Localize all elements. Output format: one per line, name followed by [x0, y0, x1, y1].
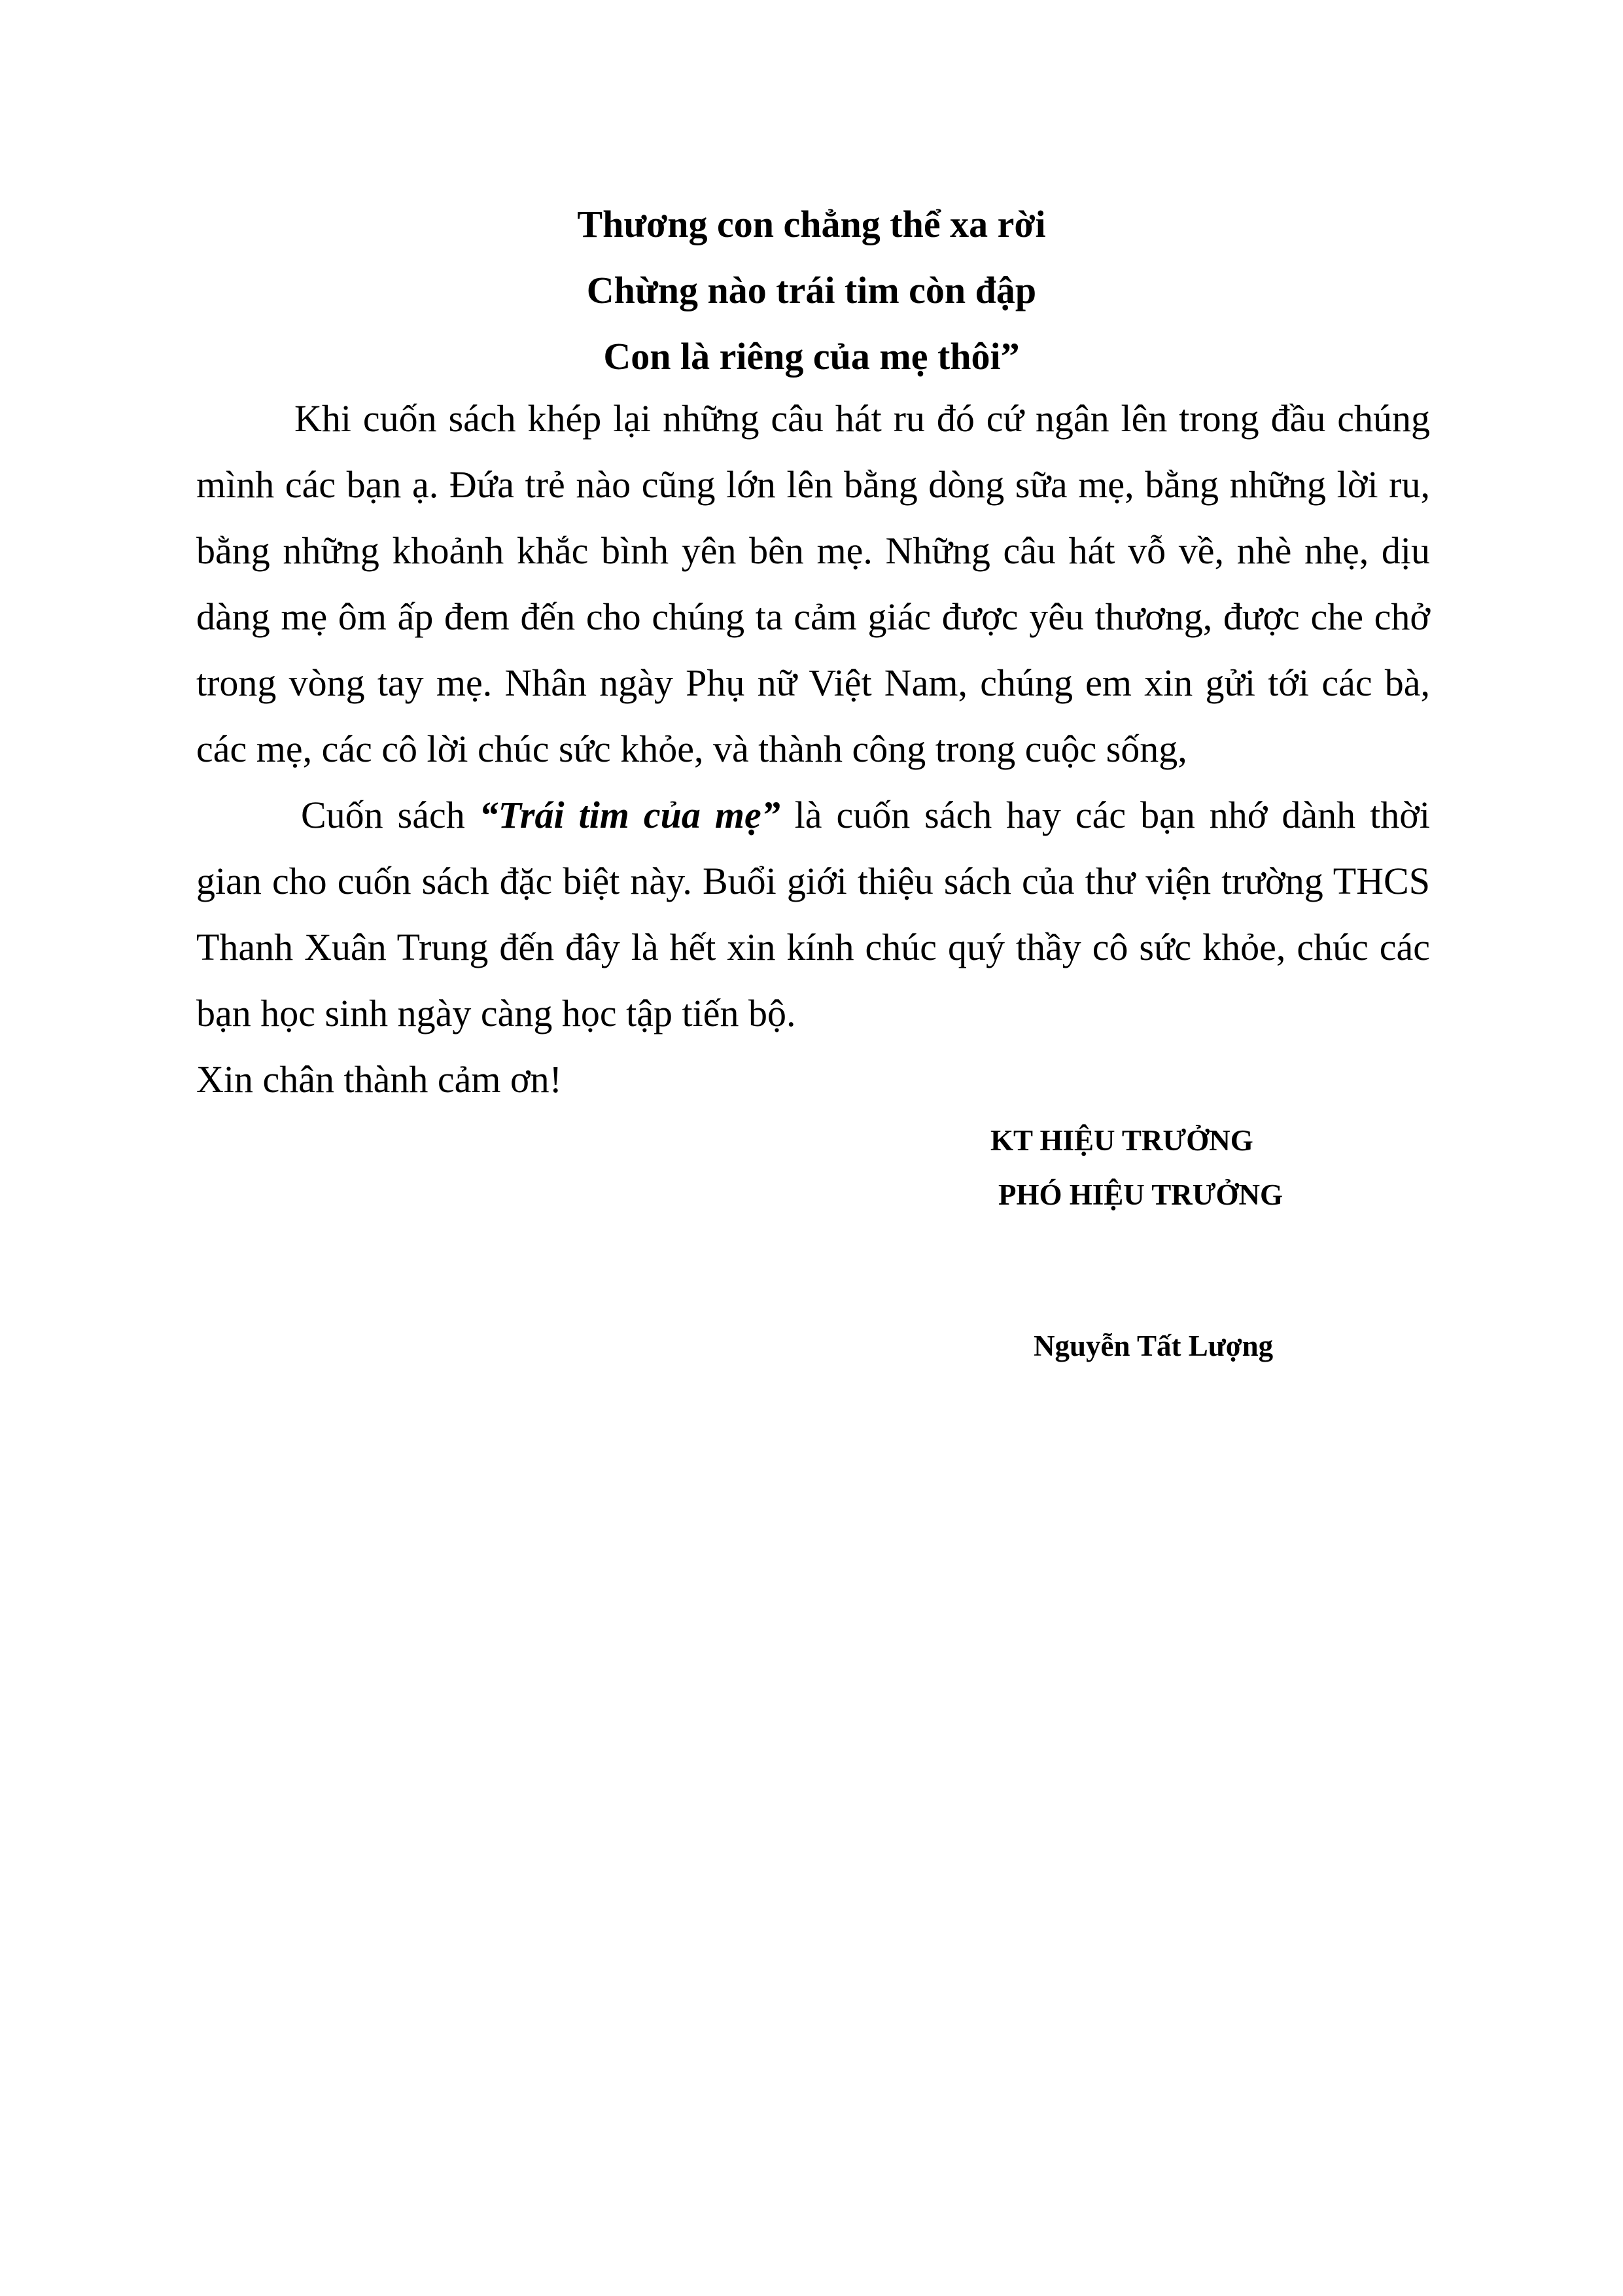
paragraph-2-prefix: Cuốn sách	[301, 794, 480, 836]
signature-name: Nguyễn Tất Lượng	[1034, 1330, 1274, 1362]
closing-line: Xin chân thành cảm ơn!	[196, 1058, 562, 1101]
signature-role-1: KT HIỆU TRƯỞNG	[990, 1124, 1253, 1157]
signature-block	[990, 1114, 1357, 1362]
book-title: “Trái tim của mẹ”	[479, 794, 780, 836]
poem-line-2: Chừng nào trái tim còn đập	[586, 269, 1037, 311]
paragraph-1: Khi cuốn sách khép lại những câu hát ru đó cứ ngân lên trong đầu chúng mình các bạn ạ. Đứa trẻ nào cũng lớn lên bằng dòng sữa mẹ, bằng những lời ru, bằng những khoảnh khắc bình yên bên mẹ. Những câu hát vỗ về, nhè nhẹ, dịu dàng mẹ ôm ấp đem đến cho chúng ta cảm giác được yêu thương, được che chở trong vòng tay mẹ. Nhân ngày Phụ nữ Việt Nam, chúng em xin gửi tới các bà, các mẹ, các cô lời chúc sức khỏe, và thành công trong cuộc sống,	[196, 397, 1430, 770]
poem-line-1: Thương con chẳng thể xa rời	[577, 203, 1046, 245]
paragraph-2-suffix: là cuốn sách hay các bạn nhớ dành thời gian cho cuốn sách đặc biệt này. Buổi giới thiệu sách của thư viện trường THCS Thanh Xuân Trung đến đây là hết xin kính chúc quý thầy cô sức khỏe, chúc các bạn học sinh ngày càng học tập tiến bộ.	[196, 794, 1430, 1034]
signature-role-2: PHÓ HIỆU TRƯỞNG	[998, 1178, 1283, 1211]
poem-block	[0, 191, 1623, 389]
paragraph-2	[196, 782, 1430, 1046]
poem-line-3: Con là riêng của mẹ thôi”	[603, 335, 1020, 378]
body-text	[196, 385, 1430, 1112]
